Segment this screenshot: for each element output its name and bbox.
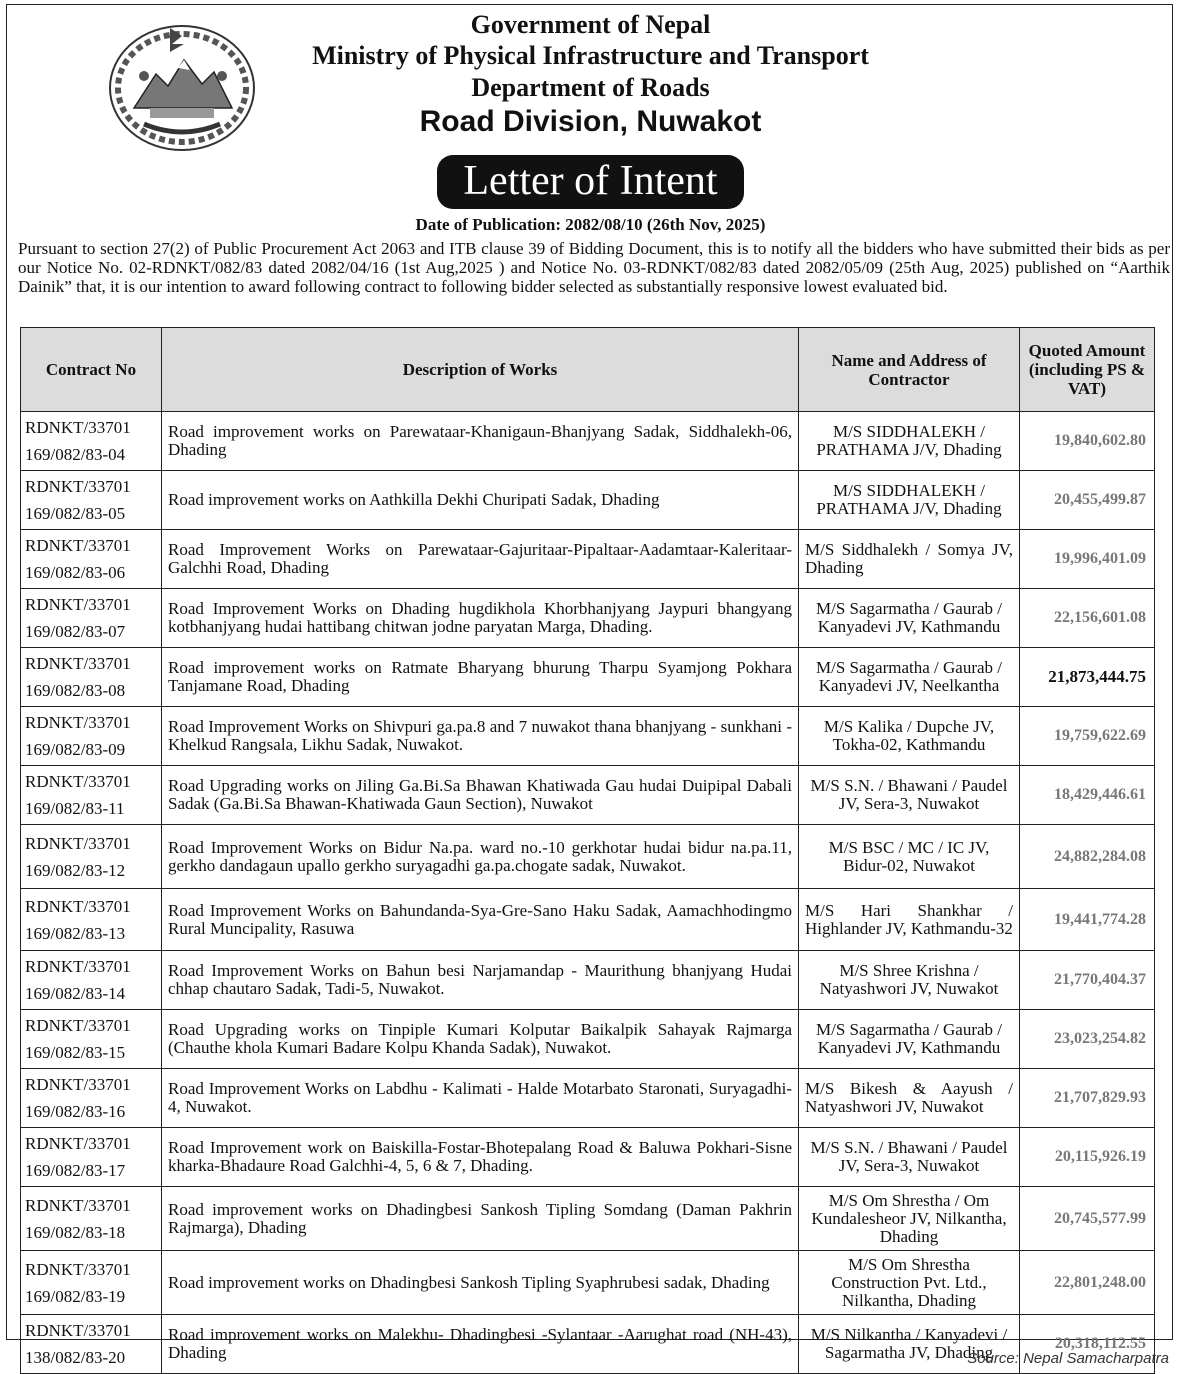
header-description: Description of Works — [162, 328, 799, 412]
work-description: Road Improvement Works on Shivpuri ga.pa.8 and 7 nuwakot thana bhanjyang - sunkhani - Khelkud Rangsala, Likhu Sadak, Nuwakot. — [162, 707, 799, 766]
contractor-name: M/S S.N. / Bhawani / Paudel JV, Sera-3, Nuwakot — [799, 1128, 1020, 1187]
notice-paragraph: Pursuant to section 27(2) of Public Procurement Act 2063 and ITB clause 39 of Bidding Document, this is to notify all the bidders who have submitted their bids as per our Notice No. 02-RDNKT/082/83 dated 2082/04/16 (1st Aug,2025 ) and Notice No. 03-RDNKT/082/83 dated 2082/05/09 (25th Aug, 2025) published on “Aarthik Dainik” that, it is our intention to award following contract to following bidder selected as substantially responsive lowest evaluated bid. — [18, 239, 1170, 296]
quoted-amount: 20,115,926.19 — [1020, 1128, 1155, 1187]
quoted-amount: 21,873,444.75 — [1020, 648, 1155, 707]
contractor-name: M/S Sagarmatha / Gaurab / Kanyadevi JV, Kathmandu — [799, 1010, 1020, 1069]
contract-no: RDNKT/33701 169/082/83-16 — [21, 1069, 162, 1128]
contract-no: RDNKT/33701 169/082/83-19 — [21, 1251, 162, 1315]
contractor-name: M/S Sagarmatha / Gaurab / Kanyadevi JV, Kathmandu — [799, 589, 1020, 648]
title-wrapper — [0, 155, 1181, 209]
table-row — [21, 412, 1155, 471]
contract-no: RDNKT/33701 169/082/83-18 — [21, 1187, 162, 1251]
ministry-heading: Ministry of Physical Infrastructure and Transport — [312, 41, 869, 70]
quoted-amount: 19,759,622.69 — [1020, 707, 1155, 766]
contract-no: RDNKT/33701 169/082/83-12 — [21, 825, 162, 889]
contractor-name: M/S Kalika / Dupche JV, Tokha-02, Kathmandu — [799, 707, 1020, 766]
contractor-name: M/S Shree Krishna / Natyashwori JV, Nuwakot — [799, 951, 1020, 1010]
table-row — [21, 1128, 1155, 1187]
work-description: Road Improvement work on Baiskilla-Fostar-Bhotepalang Road & Baluwa Pokhari-Sisne kharka-Bhadaure Road Galchhi-4, 5, 6 & 7, Dhading. — [162, 1128, 799, 1187]
table-row — [21, 471, 1155, 530]
work-description: Road Improvement Works on Parewataar-Gajuritaar-Pipaltaar-Aadamtaar-Kaleritaar-Galchhi Road, Dhading — [162, 530, 799, 589]
table-row — [21, 1010, 1155, 1069]
header-amount: Quoted Amount (including PS & VAT) — [1020, 328, 1155, 412]
contract-no: RDNKT/33701 169/082/83-09 — [21, 707, 162, 766]
contractor-name: M/S Siddhalekh / Somya JV, Dhading — [799, 530, 1020, 589]
contract-no: RDNKT/33701 169/082/83-17 — [21, 1128, 162, 1187]
contractor-name: M/S Om Shrestha / Om Kundalesheor JV, Nilkantha, Dhading — [799, 1187, 1020, 1251]
quoted-amount: 21,770,404.37 — [1020, 951, 1155, 1010]
work-description: Road Improvement Works on Bahundanda-Sya-Gre-Sano Haku Sadak, Aamachhodingmo Rural Muncipality, Rasuwa — [162, 889, 799, 951]
work-description: Road improvement works on Aathkilla Dekhi Churipati Sadak, Dhading — [162, 471, 799, 530]
letter-of-intent-title: Letter of Intent — [437, 155, 743, 209]
work-description: Road Improvement Works on Labdhu - Kalimati - Halde Motarbato Staronati, Suryagadhi-4, Nuwakot. — [162, 1069, 799, 1128]
quoted-amount: 22,801,248.00 — [1020, 1251, 1155, 1315]
work-description: Road Improvement Works on Bahun besi Narjamandap - Maurithung bhanjyang Hudai chhap chautaro Sadak, Tadi-5, Nuwakot. — [162, 951, 799, 1010]
quoted-amount: 20,455,499.87 — [1020, 471, 1155, 530]
quoted-amount: 19,996,401.09 — [1020, 530, 1155, 589]
header-contractor: Name and Address of Contractor — [799, 328, 1020, 412]
contractor-name: M/S Nilkantha / Kanyadevi / Sagarmatha JV, Dhading — [799, 1315, 1020, 1374]
contract-no: RDNKT/33701 169/082/83-15 — [21, 1010, 162, 1069]
work-description: Road Improvement Works on Dhading hugdikhola Khorbhanjyang Jaypuri bhangyang kotbhanjyang hudai hattibang chitwan jodne paryatan Marga, Dhading. — [162, 589, 799, 648]
quoted-amount: 23,023,254.82 — [1020, 1010, 1155, 1069]
work-description: Road Upgrading works on Tinpiple Kumari Kolputar Baikalpik Sahayak Rajmarga (Chauthe khola Kumari Badare Kolpu Khanda Sadak), Nuwakot. — [162, 1010, 799, 1069]
table-row — [21, 530, 1155, 589]
table-row — [21, 1187, 1155, 1251]
contractor-name: M/S BSC / MC / IC JV, Bidur-02, Nuwakot — [799, 825, 1020, 889]
work-description: Road improvement works on Dhadingbesi Sankosh Tipling Somdang (Daman Pakhrin Rajmarga), Dhading — [162, 1187, 799, 1251]
header-contract-no: Contract No — [21, 328, 162, 412]
table-row — [21, 589, 1155, 648]
contractor-name: M/S Hari Shankhar / Highlander JV, Kathmandu-32 — [799, 889, 1020, 951]
contract-no: RDNKT/33701 169/082/83-06 — [21, 530, 162, 589]
contractor-name: M/S Om Shrestha Construction Pvt. Ltd., Nilkantha, Dhading — [799, 1251, 1020, 1315]
department-heading: Department of Roads — [471, 73, 710, 102]
contractor-name: M/S Sagarmatha / Gaurab / Kanyadevi JV, Neelkantha — [799, 648, 1020, 707]
work-description: Road improvement works on Dhadingbesi Sankosh Tipling Syaphrubesi sadak, Dhading — [162, 1251, 799, 1315]
contract-no: RDNKT/33701 169/082/83-13 — [21, 889, 162, 951]
work-description: Road improvement works on Ratmate Bharyang bhurung Tharpu Syamjong Pokhara Tanjamane Road, Dhading — [162, 648, 799, 707]
table-row — [21, 707, 1155, 766]
contract-no: RDNKT/33701 169/082/83-07 — [21, 589, 162, 648]
quoted-amount: 22,156,601.08 — [1020, 589, 1155, 648]
contract-no: RDNKT/33701 169/082/83-14 — [21, 951, 162, 1010]
quoted-amount: 19,840,602.80 — [1020, 412, 1155, 471]
work-description: Road Improvement Works on Bidur Na.pa. ward no.-10 gerkhotar hudai bidur na.pa.11, gerkho dandagaun upallo gerkho suryagadhi ga.pa.chogate sadak, Nuwakot. — [162, 825, 799, 889]
table-header-row — [21, 328, 1155, 412]
quoted-amount: 19,441,774.28 — [1020, 889, 1155, 951]
source-credit: Source: Nepal Samacharpatra — [967, 1350, 1169, 1367]
division-heading: Road Division, Nuwakot — [419, 105, 762, 138]
table-row — [21, 889, 1155, 951]
contract-no: RDNKT/33701 169/082/83-08 — [21, 648, 162, 707]
work-description: Road Upgrading works on Jiling Ga.Bi.Sa Bhawan Khatiwada Gau hudai Duipipal Dabali Sadak (Ga.Bi.Sa Bhawan-Khatiwada Gaun Section), Nuwakot — [162, 766, 799, 825]
contractor-name: M/S SIDDHALEKH / PRATHAMA J/V, Dhading — [799, 471, 1020, 530]
publication-date: Date of Publication: 2082/08/10 (26th Nov, 2025) — [415, 215, 766, 234]
work-description: Road improvement works on Parewataar-Khanigaun-Bhanjyang Sadak, Siddhalekh-06, Dhading — [162, 412, 799, 471]
table-row — [21, 825, 1155, 889]
government-heading: Government of Nepal — [470, 10, 711, 39]
quoted-amount: 20,745,577.99 — [1020, 1187, 1155, 1251]
quoted-amount: 18,429,446.61 — [1020, 766, 1155, 825]
table-row — [21, 951, 1155, 1010]
quoted-amount: 24,882,284.08 — [1020, 825, 1155, 889]
table-row — [21, 766, 1155, 825]
quoted-amount: 21,707,829.93 — [1020, 1069, 1155, 1128]
contract-no: RDNKT/33701 169/082/83-11 — [21, 766, 162, 825]
table-row — [21, 648, 1155, 707]
contract-no: RDNKT/33701 169/082/83-05 — [21, 471, 162, 530]
contractor-name: M/S Bikesh & Aayush / Natyashwori JV, Nuwakot — [799, 1069, 1020, 1128]
quoted-amount: 20,318,112.55 — [1020, 1315, 1155, 1374]
contract-no: RDNKT/33701 138/082/83-20 — [21, 1315, 162, 1374]
work-description: Road improvement works on Malekhu- Dhadingbesi -Sylantaar -Aarughat road (NH-43), Dhading — [162, 1315, 799, 1374]
contracts-table — [20, 327, 1155, 1374]
contractor-name: M/S S.N. / Bhawani / Paudel JV, Sera-3, Nuwakot — [799, 766, 1020, 825]
contract-no: RDNKT/33701 169/082/83-04 — [21, 412, 162, 471]
contractor-name: M/S SIDDHALEKH / PRATHAMA J/V, Dhading — [799, 412, 1020, 471]
table-row — [21, 1069, 1155, 1128]
table-row — [21, 1251, 1155, 1315]
